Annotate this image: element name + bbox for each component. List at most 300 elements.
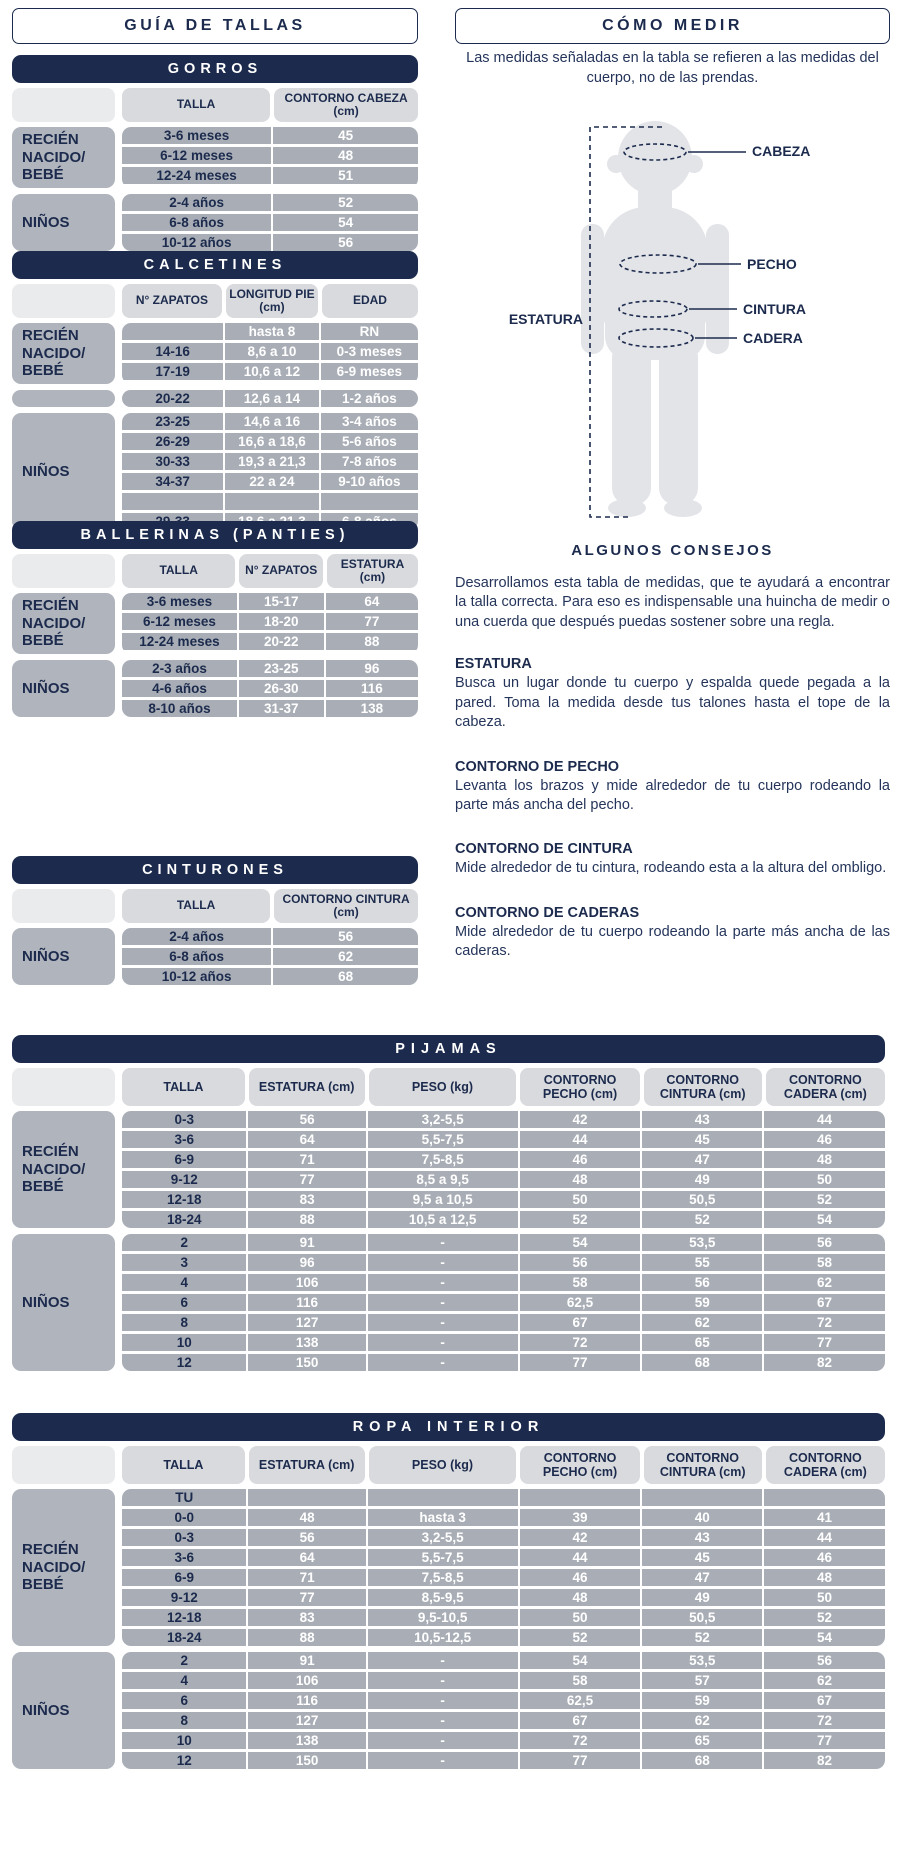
value-cell: 64 <box>248 1549 365 1566</box>
column-header: TALLA <box>122 1068 245 1106</box>
table-body <box>12 323 418 530</box>
value-cell <box>321 493 418 510</box>
value-cell: 5,5-7,5 <box>368 1549 518 1566</box>
value-cell: 58 <box>764 1254 885 1271</box>
table-header-row <box>122 1068 885 1106</box>
tip-title: CONTORNO DE CINTURA <box>455 841 633 858</box>
value-cell: - <box>368 1672 518 1689</box>
column-header: ESTATURA (cm) <box>249 1446 365 1484</box>
value-cell: - <box>368 1752 518 1769</box>
ropa-interior-section-title: ROPA INTERIOR <box>12 1413 885 1441</box>
value-cell: 45 <box>273 127 418 144</box>
group-label: RECIÉN NACIDO/ BEBÉ <box>12 323 115 384</box>
value-cell: 116 <box>326 680 418 697</box>
calcetines-section-title: CALCETINES <box>12 251 418 279</box>
value-cell: 59 <box>642 1294 762 1311</box>
value-cell: 10,5-12,5 <box>368 1629 518 1646</box>
size-cell: 6-9 <box>122 1151 246 1168</box>
value-cell: 83 <box>248 1191 365 1208</box>
size-cell: 4 <box>122 1672 246 1689</box>
size-cell: 8-10 años <box>122 700 237 717</box>
value-cell: 88 <box>326 633 418 650</box>
value-cell: 48 <box>520 1589 641 1606</box>
value-cell: 62 <box>642 1712 762 1729</box>
value-cell: 77 <box>520 1752 641 1769</box>
value-cell: 62 <box>764 1274 885 1291</box>
column-header: TALLA <box>122 554 235 588</box>
size-cell: 3 <box>122 1254 246 1271</box>
size-cell: 14-16 <box>122 343 223 360</box>
size-cell: 10 <box>122 1732 246 1749</box>
group-label: NIÑOS <box>12 194 115 251</box>
value-cell: 48 <box>520 1171 641 1188</box>
value-cell: 48 <box>764 1569 885 1586</box>
value-cell: 10,5 a 12,5 <box>368 1211 518 1228</box>
value-cell: hasta 8 <box>225 323 318 340</box>
value-cell: - <box>368 1294 518 1311</box>
size-cell: 4 <box>122 1274 246 1291</box>
table-body <box>12 593 418 717</box>
size-cell: 6-12 meses <box>122 613 237 630</box>
value-cell: 18-20 <box>239 613 324 630</box>
size-cell: 3-6 <box>122 1549 246 1566</box>
size-cell: 8 <box>122 1712 246 1729</box>
gorros-section <box>12 55 418 251</box>
value-cell: - <box>368 1354 518 1371</box>
value-cell: 88 <box>248 1629 365 1646</box>
value-cell: 8,6 a 10 <box>225 343 318 360</box>
value-cell: 77 <box>764 1334 885 1351</box>
value-cell: 116 <box>248 1692 365 1709</box>
value-cell: 19,3 a 21,3 <box>225 453 318 470</box>
value-cell: 50,5 <box>642 1609 762 1626</box>
size-cell: 0-3 <box>122 1111 246 1128</box>
size-cell: 34-37 <box>122 473 223 490</box>
table-group <box>12 928 418 985</box>
table-body <box>12 127 418 251</box>
value-cell: 47 <box>642 1151 762 1168</box>
calcetines-section <box>12 251 418 530</box>
value-cell: 7,5-8,5 <box>368 1151 518 1168</box>
table-group <box>12 593 418 654</box>
value-cell: - <box>368 1234 518 1251</box>
group-rows <box>122 1489 885 1646</box>
group-label: RECIÉN NACIDO/ BEBÉ <box>12 1489 115 1646</box>
value-cell: 72 <box>520 1334 641 1351</box>
value-cell: 77 <box>248 1171 365 1188</box>
value-cell: 26-30 <box>239 680 324 697</box>
value-cell: 150 <box>248 1752 365 1769</box>
value-cell: 82 <box>764 1752 885 1769</box>
table-group <box>12 1234 885 1371</box>
size-cell: 4-6 años <box>122 680 237 697</box>
value-cell <box>225 493 318 510</box>
value-cell: 57 <box>642 1672 762 1689</box>
value-cell: 127 <box>248 1712 365 1729</box>
value-cell: hasta 3 <box>368 1509 518 1526</box>
table-corner <box>12 1446 115 1484</box>
value-cell: 5,5-7,5 <box>368 1131 518 1148</box>
value-cell: 46 <box>520 1569 641 1586</box>
size-cell: 12 <box>122 1752 246 1769</box>
column-header: CONTORNO PECHO (cm) <box>520 1446 639 1484</box>
column-header: PESO (kg) <box>369 1446 517 1484</box>
table-header-row <box>122 1446 885 1484</box>
size-cell: 2-4 años <box>122 928 271 945</box>
value-cell: 82 <box>764 1354 885 1371</box>
value-cell: 56 <box>764 1652 885 1669</box>
group-rows <box>122 660 418 717</box>
table-header <box>12 284 418 318</box>
size-cell: 17-19 <box>122 363 223 380</box>
value-cell: - <box>368 1254 518 1271</box>
child-silhouette <box>581 121 729 517</box>
value-cell: 65 <box>642 1732 762 1749</box>
value-cell: 3-4 años <box>321 413 418 430</box>
size-cell: 8 <box>122 1314 246 1331</box>
size-cell: 26-29 <box>122 433 223 450</box>
consejos-tips <box>455 656 890 961</box>
tip-block <box>455 841 890 878</box>
value-cell: 116 <box>248 1294 365 1311</box>
table-header-row <box>122 284 418 318</box>
size-cell: 3-6 <box>122 1131 246 1148</box>
value-cell <box>368 1489 518 1506</box>
size-cell: 9-12 <box>122 1589 246 1606</box>
value-cell: 46 <box>764 1549 885 1566</box>
table-body <box>12 1111 885 1371</box>
size-cell: 3-6 meses <box>122 593 237 610</box>
value-cell: 44 <box>764 1529 885 1546</box>
page-title: GUÍA DE TALLAS <box>12 8 418 44</box>
group-label <box>12 390 115 407</box>
value-cell: 31-37 <box>239 700 324 717</box>
size-cell: 6-12 meses <box>122 147 271 164</box>
value-cell: 68 <box>642 1752 762 1769</box>
tip-text: Mide alrededor de tu cintura, rodeando esta a la altura del ombligo. <box>455 860 887 877</box>
value-cell: 67 <box>764 1692 885 1709</box>
table-group <box>12 390 418 407</box>
group-label: RECIÉN NACIDO/ BEBÉ <box>12 127 115 188</box>
size-cell: 0-3 <box>122 1529 246 1546</box>
value-cell: RN <box>321 323 418 340</box>
size-cell: 3-6 meses <box>122 127 271 144</box>
value-cell: - <box>368 1732 518 1749</box>
column-header: N° ZAPATOS <box>122 284 222 318</box>
table-header-row <box>122 88 418 122</box>
group-label: RECIÉN NACIDO/ BEBÉ <box>12 1111 115 1228</box>
size-cell: 6 <box>122 1294 246 1311</box>
group-rows <box>122 593 418 654</box>
column-header: TALLA <box>122 1446 245 1484</box>
size-cell: 2-4 años <box>122 194 271 211</box>
value-cell: 52 <box>642 1629 762 1646</box>
table-header <box>12 88 418 122</box>
column-header: ESTATURA (cm) <box>327 554 418 588</box>
size-cell: 2-3 años <box>122 660 237 677</box>
value-cell: 106 <box>248 1274 365 1291</box>
table-header-row <box>122 554 418 588</box>
size-cell: 9-12 <box>122 1171 246 1188</box>
value-cell: 45 <box>642 1131 762 1148</box>
value-cell: 7-8 años <box>321 453 418 470</box>
value-cell: 39 <box>520 1509 641 1526</box>
column-header: CONTORNO CADERA (cm) <box>766 1446 885 1484</box>
group-label: NIÑOS <box>12 1652 115 1769</box>
table-group <box>12 127 418 188</box>
value-cell: 49 <box>642 1171 762 1188</box>
column-header: TALLA <box>122 889 270 923</box>
value-cell: 48 <box>248 1509 365 1526</box>
size-cell: 0-0 <box>122 1509 246 1526</box>
group-rows <box>122 1234 885 1371</box>
table-corner <box>12 889 115 923</box>
value-cell: 56 <box>248 1111 365 1128</box>
value-cell: 45 <box>642 1549 762 1566</box>
value-cell: 59 <box>642 1692 762 1709</box>
group-rows <box>122 1111 885 1228</box>
value-cell: 23-25 <box>239 660 324 677</box>
consejos-intro: Desarrollamos esta tabla de medidas, que te ayudará a encontrar la talla correcta. Para eso es indispensable una huincha de medir o una cuerda que después puedas sostener sobre una regla. <box>455 575 890 630</box>
size-cell: 6-8 años <box>122 214 271 231</box>
value-cell: 40 <box>642 1509 762 1526</box>
value-cell: 56 <box>273 928 418 945</box>
value-cell: 56 <box>273 234 418 251</box>
cinturones-section <box>12 856 418 985</box>
value-cell: 49 <box>642 1589 762 1606</box>
size-cell: 12-18 <box>122 1191 246 1208</box>
value-cell: 56 <box>764 1234 885 1251</box>
value-cell: 41 <box>764 1509 885 1526</box>
value-cell: 50 <box>520 1191 641 1208</box>
consejos-title: ALGUNOS CONSEJOS <box>571 542 774 559</box>
value-cell: - <box>368 1274 518 1291</box>
value-cell: 62 <box>273 948 418 965</box>
value-cell: 1-2 años <box>321 390 418 407</box>
column-header: PESO (kg) <box>369 1068 517 1106</box>
value-cell: 138 <box>248 1732 365 1749</box>
value-cell: 127 <box>248 1314 365 1331</box>
value-cell: 67 <box>520 1712 641 1729</box>
value-cell: 56 <box>248 1529 365 1546</box>
table-group <box>12 194 418 251</box>
table-header <box>12 1068 885 1106</box>
como-medir-title: CÓMO MEDIR <box>455 8 890 44</box>
value-cell: 48 <box>273 147 418 164</box>
tip-block <box>455 759 890 816</box>
value-cell: 54 <box>764 1629 885 1646</box>
tip-title: CONTORNO DE PECHO <box>455 758 620 775</box>
column-header: EDAD <box>322 284 418 318</box>
value-cell: 9,5-10,5 <box>368 1609 518 1626</box>
value-cell: 65 <box>642 1334 762 1351</box>
value-cell: 48 <box>764 1151 885 1168</box>
value-cell: 138 <box>248 1334 365 1351</box>
table-group <box>12 413 418 530</box>
size-cell <box>122 323 223 340</box>
size-cell: 12-24 meses <box>122 633 237 650</box>
value-cell: 8,5 a 9,5 <box>368 1171 518 1188</box>
value-cell: 46 <box>764 1131 885 1148</box>
value-cell: 6-9 meses <box>321 363 418 380</box>
group-label: RECIÉN NACIDO/ BEBÉ <box>12 593 115 654</box>
value-cell: 52 <box>273 194 418 211</box>
value-cell: 15-17 <box>239 593 324 610</box>
value-cell: 54 <box>764 1211 885 1228</box>
value-cell: 8,5-9,5 <box>368 1589 518 1606</box>
group-rows <box>122 127 418 188</box>
value-cell: 47 <box>642 1569 762 1586</box>
value-cell: 20-22 <box>239 633 324 650</box>
size-cell: 20-22 <box>122 390 223 407</box>
column-header: ESTATURA (cm) <box>249 1068 365 1106</box>
table-body <box>12 928 418 985</box>
column-header: CONTORNO CINTURA (cm) <box>644 1068 762 1106</box>
value-cell: 9-10 años <box>321 473 418 490</box>
table-corner <box>12 1068 115 1106</box>
group-rows <box>122 390 418 407</box>
cintura-label: CINTURA <box>743 301 806 317</box>
value-cell: 7,5-8,5 <box>368 1569 518 1586</box>
value-cell: 52 <box>764 1609 885 1626</box>
size-cell: 18-24 <box>122 1211 246 1228</box>
value-cell: 51 <box>273 167 418 184</box>
body-measure-diagram <box>455 112 890 532</box>
table-corner <box>12 284 115 318</box>
value-cell: 42 <box>520 1529 641 1546</box>
value-cell: 9,5 a 10,5 <box>368 1191 518 1208</box>
value-cell: 106 <box>248 1672 365 1689</box>
estatura-label: ESTATURA <box>508 311 583 327</box>
value-cell <box>642 1489 762 1506</box>
value-cell: 71 <box>248 1151 365 1168</box>
size-cell: 10-12 años <box>122 234 271 251</box>
value-cell: 22 a 24 <box>225 473 318 490</box>
value-cell: - <box>368 1334 518 1351</box>
value-cell: 53,5 <box>642 1234 762 1251</box>
size-cell: 2 <box>122 1652 246 1669</box>
tip-text: Levanta los brazos y mide alrededor de tu cuerpo rodeando la parte más ancha del pecho. <box>455 777 890 813</box>
value-cell: 3,2-5,5 <box>368 1529 518 1546</box>
column-header: N° ZAPATOS <box>239 554 323 588</box>
cabeza-label: CABEZA <box>752 143 811 159</box>
value-cell: 150 <box>248 1354 365 1371</box>
column-header: CONTORNO PECHO (cm) <box>520 1068 639 1106</box>
group-label: NIÑOS <box>12 660 115 717</box>
size-cell: 10 <box>122 1334 246 1351</box>
value-cell: 91 <box>248 1652 365 1669</box>
value-cell: 54 <box>520 1234 641 1251</box>
value-cell: 43 <box>642 1529 762 1546</box>
value-cell: - <box>368 1712 518 1729</box>
value-cell: 5-6 años <box>321 433 418 450</box>
size-cell: 6-8 años <box>122 948 271 965</box>
tip-block <box>455 905 890 962</box>
table-corner <box>12 554 115 588</box>
value-cell: 56 <box>642 1274 762 1291</box>
group-rows <box>122 413 418 530</box>
column-header: CONTORNO CINTURA (cm) <box>644 1446 762 1484</box>
size-cell: 6 <box>122 1692 246 1709</box>
group-rows <box>122 928 418 985</box>
size-cell: 12 <box>122 1354 246 1371</box>
value-cell: 77 <box>248 1589 365 1606</box>
value-cell: 10,6 a 12 <box>225 363 318 380</box>
value-cell: 52 <box>520 1211 641 1228</box>
pecho-label: PECHO <box>747 256 797 272</box>
value-cell: 77 <box>326 613 418 630</box>
value-cell: 68 <box>642 1354 762 1371</box>
table-header <box>12 1446 885 1484</box>
value-cell: 91 <box>248 1234 365 1251</box>
size-cell: 18-24 <box>122 1629 246 1646</box>
tip-title: ESTATURA <box>455 656 532 673</box>
tip-title: CONTORNO DE CADERAS <box>455 904 640 921</box>
value-cell: 96 <box>248 1254 365 1271</box>
value-cell: 56 <box>520 1254 641 1271</box>
value-cell: 50 <box>764 1171 885 1188</box>
column-header: CONTORNO CINTURA (cm) <box>274 889 418 923</box>
size-cell: 12-24 meses <box>122 167 271 184</box>
value-cell: 42 <box>520 1111 641 1128</box>
value-cell: 53,5 <box>642 1652 762 1669</box>
value-cell: - <box>368 1692 518 1709</box>
value-cell: 72 <box>764 1712 885 1729</box>
value-cell: 77 <box>764 1732 885 1749</box>
size-cell <box>122 493 223 510</box>
value-cell: 58 <box>520 1672 641 1689</box>
value-cell: 12,6 a 14 <box>225 390 318 407</box>
column-header: TALLA <box>122 88 270 122</box>
value-cell: - <box>368 1652 518 1669</box>
value-cell: 71 <box>248 1569 365 1586</box>
size-cell: TU <box>122 1489 246 1506</box>
value-cell: 16,6 a 18,6 <box>225 433 318 450</box>
gorros-section-title: GORROS <box>12 55 418 83</box>
column-header: CONTORNO CADERA (cm) <box>766 1068 885 1106</box>
value-cell <box>520 1489 641 1506</box>
value-cell: 46 <box>520 1151 641 1168</box>
size-cell: 23-25 <box>122 413 223 430</box>
column-header: LONGITUD PIE (cm) <box>226 284 318 318</box>
table-header-row <box>122 889 418 923</box>
table-group <box>12 1111 885 1228</box>
value-cell: 64 <box>248 1131 365 1148</box>
size-cell: 12-18 <box>122 1609 246 1626</box>
ropa-interior-section <box>12 1413 885 1769</box>
table-body <box>12 1489 885 1769</box>
left-column <box>12 8 418 1020</box>
table-group <box>12 1652 885 1769</box>
value-cell: 64 <box>326 593 418 610</box>
value-cell: 52 <box>642 1211 762 1228</box>
value-cell: - <box>368 1314 518 1331</box>
group-label: NIÑOS <box>12 413 115 530</box>
value-cell: 50,5 <box>642 1191 762 1208</box>
value-cell: 3,2-5,5 <box>368 1111 518 1128</box>
size-cell: 10-12 años <box>122 968 271 985</box>
value-cell: 52 <box>520 1629 641 1646</box>
tip-text: Busca un lugar donde tu cuerpo y espalda quede pegada a la pared. Toma la medida desde tus talones hasta el tope de la cabeza. <box>455 675 890 731</box>
value-cell: 72 <box>764 1314 885 1331</box>
group-label: NIÑOS <box>12 928 115 985</box>
table-group <box>12 323 418 384</box>
cadera-label: CADERA <box>743 330 803 346</box>
value-cell: 54 <box>520 1652 641 1669</box>
value-cell: 62 <box>642 1314 762 1331</box>
bottom-tables <box>12 1035 885 1769</box>
size-cell: 2 <box>122 1234 246 1251</box>
